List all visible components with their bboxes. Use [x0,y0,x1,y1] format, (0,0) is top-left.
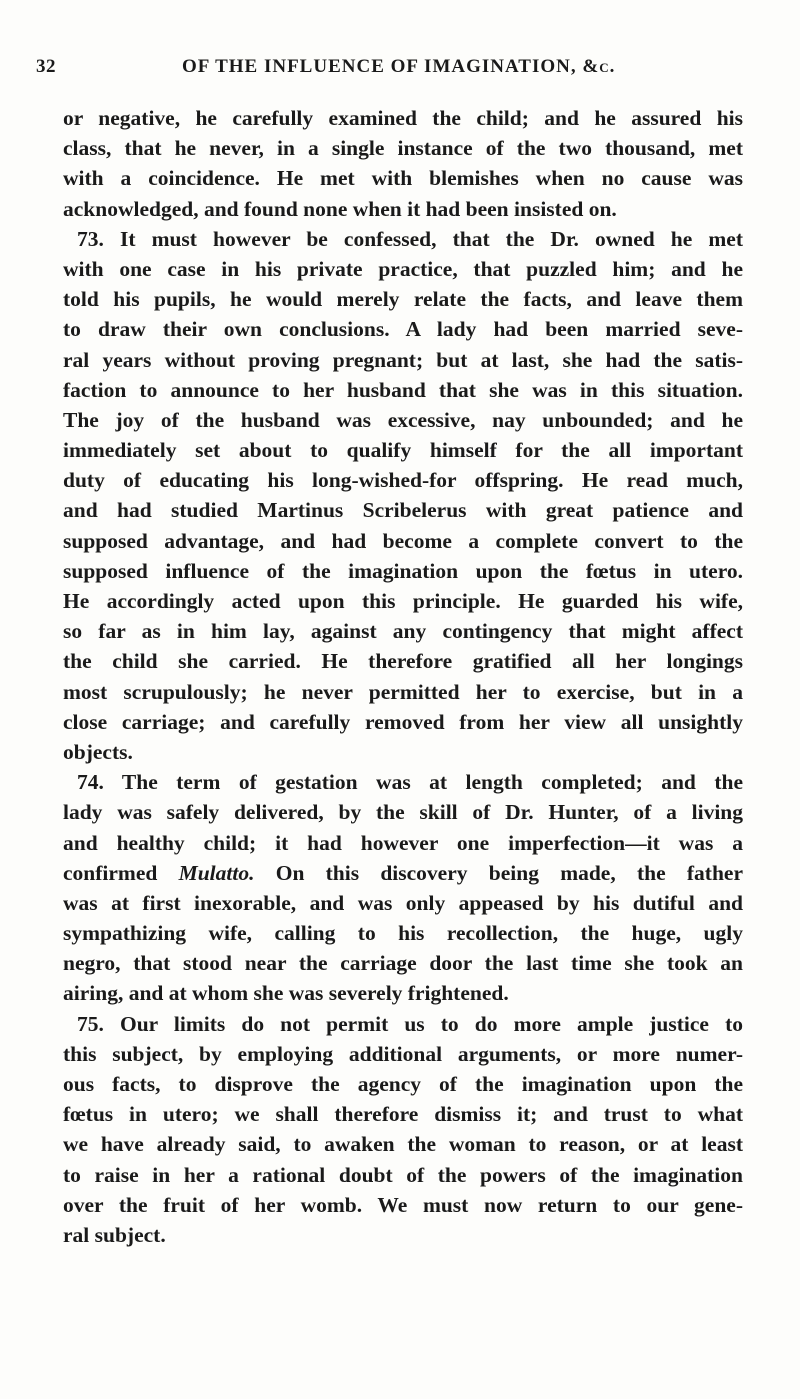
paragraph-75-start: 75. Our limits do not permit us to do more ample justice to [77,1011,743,1036]
paragraph-74-start: 74. The term of gestation was at length completed; and the [77,770,743,795]
running-title: OF THE INFLUENCE OF IMAGINATION, &c. [182,56,616,77]
text-line: class, that he never, in a single instance of the two thousand, met [63,136,743,161]
text-line: we have already said, to awaken the woman to reason, or at least [63,1132,743,1157]
text-line: was at first inexorable, and was only appeased by his dutiful and [63,890,743,915]
text-line: to raise in her a rational doubt of the powers of the imagination [63,1162,743,1187]
text-line: ous facts, to disprove the agency of the imagination upon the [63,1072,743,1096]
text-line: close carriage; and carefully removed from her view all unsightly [63,709,743,734]
text-line: supposed advantage, and had become a complete convert to the [63,528,743,553]
text-line: and healthy child; it had however one imperfection—it was a [63,830,743,855]
text-line: acknowledged, and found none when it had been insisted on. [63,196,617,221]
running-head [36,56,736,90]
text-line: supposed influence of the imagination upon the fœtus in utero. [63,558,743,583]
text-line: lady was safely delivered, by the skill of Dr. Hunter, of a living [63,800,743,825]
page-number: 32 [36,56,56,77]
line-segment: On this discovery being made, the father [254,860,743,885]
paragraph-73-start: 73. It must however be confessed, that the Dr. owned he met [77,226,743,251]
line-segment: confirmed [63,860,179,885]
text-line: faction to announce to her husband that she was in this situation. [63,377,743,402]
text-line: so far as in him lay, against any contingency that might affect [63,619,743,644]
text-line-italic [63,858,743,888]
text-line: the child she carried. He therefore gratified all her longings [63,649,743,674]
text-line: duty of educating his long-wished-for offspring. He read much, [63,468,743,493]
text-line: ral years without proving pregnant; but at last, she had the satis- [63,347,743,372]
text-line: He accordingly acted upon this principle. He guarded his wife, [63,589,743,613]
text-line: or negative, he carefully examined the child; and he assured his [63,106,743,130]
text-line: The joy of the husband was excessive, nay unbounded; and he [63,407,743,432]
italic-word: Mulatto. [178,860,255,885]
text-line: negro, that stood near the carriage door the last time she took an [63,951,743,976]
body-text [63,103,743,1250]
text-line: most scrupulously; he never permitted her to exercise, but in a [63,679,743,704]
text-line: told his pupils, he would merely relate the facts, and leave them [63,287,743,312]
text-line: to draw their own conclusions. A lady had been married seve- [63,317,743,342]
text-line: ral subject. [63,1222,166,1247]
text-line: sympathizing wife, calling to his recollection, the huge, ugly [63,921,743,946]
text-line: fœtus in utero; we shall therefore dismiss it; and trust to what [63,1102,743,1127]
text-line: objects. [63,739,133,764]
text-line: with a coincidence. He met with blemishes when no cause was [63,166,743,191]
text-line: with one case in his private practice, that puzzled him; and he [63,256,743,281]
text-line: this subject, by employing additional arguments, or more numer- [63,1041,743,1066]
text-line: over the fruit of her womb. We must now return to our gene- [63,1192,743,1217]
text-line: and had studied Martinus Scribelerus with great patience and [63,498,743,523]
text-line: airing, and at whom she was severely frightened. [63,981,509,1006]
text-line: immediately set about to qualify himself for the all important [63,438,743,463]
